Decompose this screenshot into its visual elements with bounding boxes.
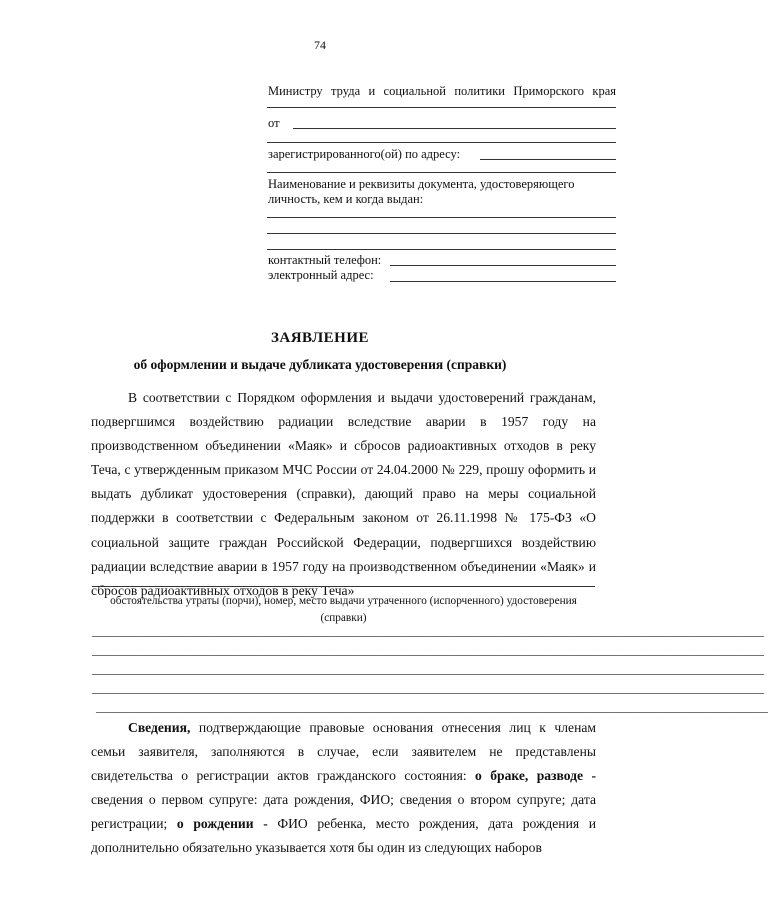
registered-address-label: зарегистрированного(ой) по адресу: (268, 147, 461, 161)
family-info-paragraph (91, 716, 596, 861)
email-field-line[interactable] (390, 281, 616, 282)
email-label: электронный адрес: (268, 268, 374, 282)
id-document-label: Наименование и реквизиты документа, удостоверяющего (268, 177, 575, 191)
request-paragraph-text: В соответствии с Порядком оформления и выдачи удостоверений гражданам, подвергшимся воздействию радиации вследствие аварии в 1957 году на производственном объединении «Маяк» и сбросов радиоактивных отходов в реку Теча, с утвержденным приказом МЧС России от 24.04.2000 № 229, прошу оформить и выдать дубликат удостоверения (справки), дающий право на меры социальной поддержки в соответствии с Федеральным законом от 26.11.1998 № 175-ФЗ «О социальной защите граждан Российской Федерации, подвергшихся воздействию радиации вследствие аварии в 1957 году на производственном объединении «Маяк» и сбросов радиоактивных отходов в реку Теча» (91, 390, 596, 598)
info-lead-bold: Сведения, (128, 720, 191, 735)
page-number: 74 (314, 38, 326, 52)
fill-line-4[interactable]: ________________________________________________________________________________________________________________ (92, 681, 764, 695)
circumstances-caption-line-1: обстоятельства утраты (порчи), номер, место выдачи утраченного (испорченного) удостоверения (110, 595, 577, 607)
circumstances-field-line[interactable] (92, 586, 595, 587)
fill-line-3[interactable]: ________________________________________________________________________________________________________________ (92, 662, 764, 676)
info-text-3: ФИО ребенка, место рождения, дата рождения и дополнительно обязательно указывается хотя бы один из следующих наборов (91, 816, 596, 856)
fill-line-2[interactable]: ________________________________________________________________________________________________________________ (92, 643, 764, 657)
phone-label: контактный телефон: (268, 253, 382, 267)
id-document-label-cont: личность, кем и когда выдан: (268, 192, 424, 206)
fill-line-1[interactable]: ________________________________________________________________________________________________________________ (92, 624, 764, 638)
info-text-2: сведения о первом супруге: дата рождения, ФИО; сведения о втором супруге; дата регистрации; (91, 792, 596, 832)
addressee-line: Министру труда и социальной политики Приморского края (268, 84, 616, 98)
birth-bold: о рождении - (176, 816, 268, 832)
info-text-1: подтверждающие правовые основания отнесения лиц к членам семьи заявителя, заполняются в случае, если заявителем не представлены свидетельства о регистрации актов гражданского состояния: (91, 720, 596, 784)
id-document-field-line-3[interactable] (267, 249, 616, 250)
document-subtitle: об оформлении и выдаче дубликата удостоверения (справки) (133, 357, 507, 372)
phone-field-line[interactable] (390, 265, 616, 266)
marriage-divorce-bold: о браке, разводе - (475, 768, 596, 784)
registered-address-field-line[interactable] (480, 159, 616, 160)
registered-address-field-line-2[interactable] (267, 172, 616, 173)
id-document-field-line-2[interactable] (267, 233, 616, 234)
addressee-underline (267, 107, 616, 108)
circumstances-caption-line-2: (справки) (320, 612, 367, 624)
from-field-line[interactable] (293, 128, 616, 129)
circumstances-caption (91, 593, 596, 627)
document-title: ЗАЯВЛЕНИЕ (270, 330, 370, 346)
fill-line-5[interactable]: ________________________________________________________________________________________________________________ (96, 700, 768, 714)
request-paragraph (91, 386, 596, 603)
from-field-line-2[interactable] (267, 142, 616, 143)
id-document-field-line-1[interactable] (267, 217, 616, 218)
from-label: от (268, 116, 280, 130)
